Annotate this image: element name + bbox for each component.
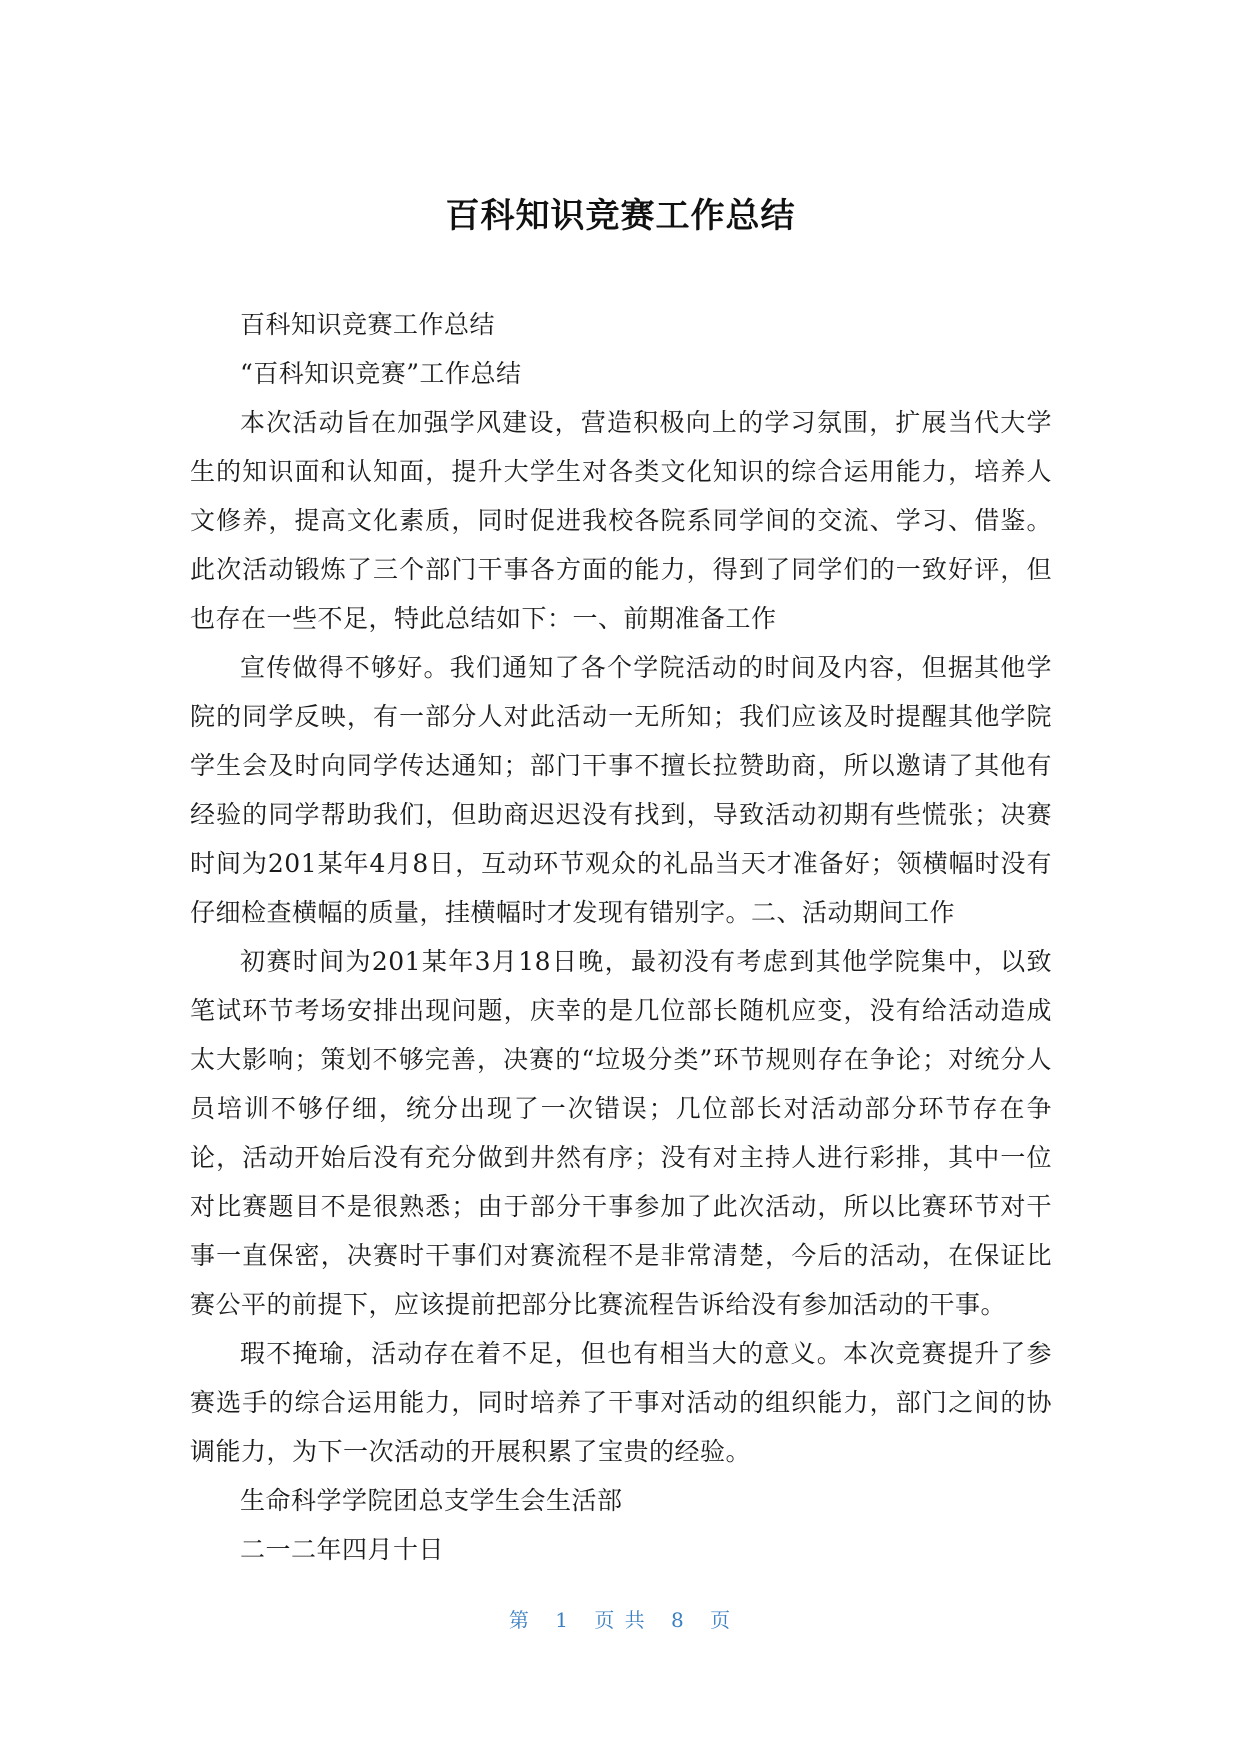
page-title: 百科知识竞赛工作总结 <box>445 196 796 236</box>
subtitle-paragraph: 百科知识竞赛工作总结 <box>240 310 496 339</box>
footer-mid: 页 共 <box>594 1608 647 1632</box>
signature-date: 二一二年四月十日 <box>240 1535 445 1564</box>
footer-prefix: 第 <box>508 1608 531 1632</box>
document-body <box>190 300 1052 1574</box>
signature-organization: 生命科学学院团总支学生会生活部 <box>240 1486 623 1515</box>
footer-page-number: 1 <box>555 1608 570 1632</box>
intro-paragraph: 本次活动旨在加强学风建设，营造积极向上的学习氛围，扩展当代大学生的知识面和认知面，提升大学生对各类文化知识的综合运用能力，培养人文修养，提高文化素质，同时促进我校各院系同学间的交流、学习、借鉴。此次活动锻炼了三个部门干事各方面的能力，得到了同学们的一致好评，但也存在一些不足，特此总结如下：一、前期准备工作 <box>190 408 1052 633</box>
quoted-title-paragraph: “百科知识竞赛”工作总结 <box>240 359 522 388</box>
preparation-paragraph: 宣传做得不够好。我们通知了各个学院活动的时间及内容，但据其他学院的同学反映，有一部分人对此活动一无所知；我们应该及时提醒其他学院学生会及时向同学传达通知；部门干事不擅长拉赞助商，所以邀请了其他有经验的同学帮助我们，但助商迟迟没有找到，导致活动初期有些慌张；决赛时间为201某年4月8日，互动环节观众的礼品当天才准备好；领横幅时没有仔细检查横幅的质量，挂横幅时才发现有错别字。二、活动期间工作 <box>190 653 1052 927</box>
footer-total-pages: 8 <box>671 1608 686 1632</box>
activity-paragraph: 初赛时间为201某年3月18日晚，最初没有考虑到其他学院集中，以致笔试环节考场安排出现问题，庆幸的是几位部长随机应变，没有给活动造成太大影响；策划不够完善，决赛的“垃圾分类”环节规则存在争论；对统分人员培训不够仔细，统分出现了一次错误；几位部长对活动部分环节存在争论，活动开始后没有充分做到井然有序；没有对主持人进行彩排，其中一位对比赛题目不是很熟悉；由于部分干事参加了此次活动，所以比赛环节对干事一直保密，决赛时干事们对赛流程不是非常清楚，今后的活动，在保证比赛公平的前提下，应该提前把部分比赛流程告诉给没有参加活动的干事。 <box>190 947 1052 1319</box>
page-footer <box>0 1604 1241 1633</box>
conclusion-paragraph: 瑕不掩瑜，活动存在着不足，但也有相当大的意义。本次竞赛提升了参赛选手的综合运用能力，同时培养了干事对活动的组织能力，部门之间的协调能力，为下一次活动的开展积累了宝贵的经验。 <box>190 1339 1052 1466</box>
footer-suffix: 页 <box>710 1608 733 1632</box>
